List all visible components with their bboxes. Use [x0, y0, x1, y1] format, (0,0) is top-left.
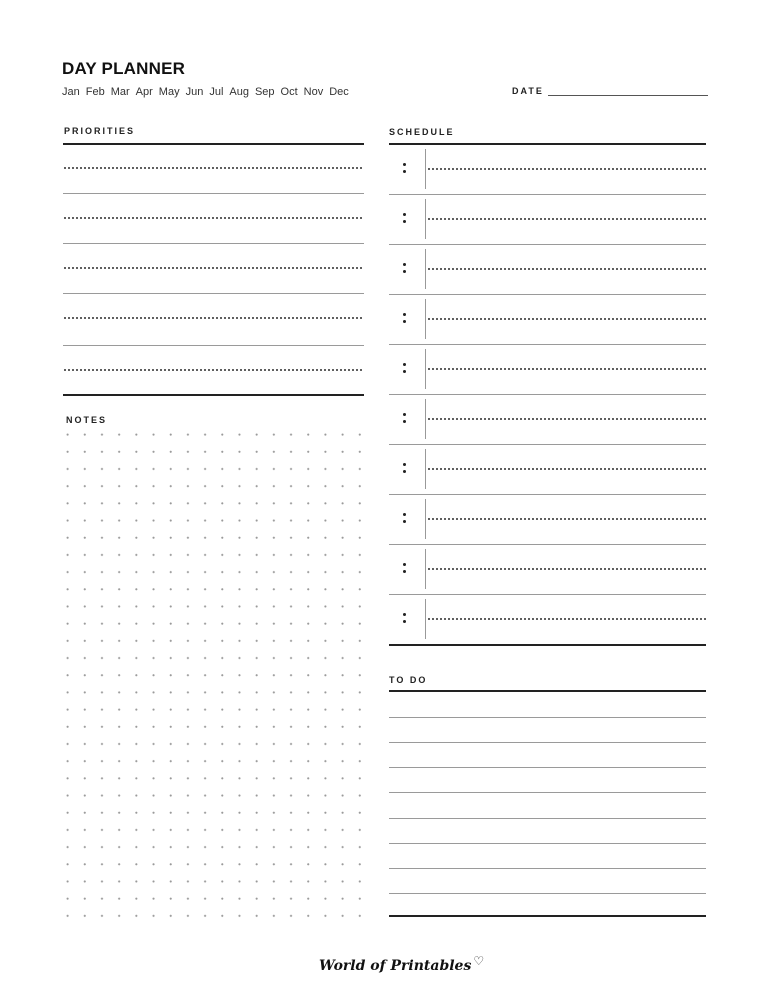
month-jul[interactable]: Jul: [209, 86, 224, 98]
date-field[interactable]: [512, 86, 708, 96]
schedule-entry-line[interactable]: [427, 218, 706, 220]
todo-line[interactable]: [389, 767, 706, 768]
month-jan[interactable]: Jan: [62, 86, 80, 98]
priority-line[interactable]: [63, 317, 364, 319]
schedule-divider: [389, 444, 706, 445]
month-may[interactable]: May: [158, 86, 180, 98]
schedule-divider: [389, 494, 706, 495]
time-colon-icon[interactable]: [403, 563, 407, 573]
month-dec[interactable]: Dec: [329, 86, 349, 98]
todo-line[interactable]: [389, 742, 706, 743]
month-mar[interactable]: Mar: [110, 86, 130, 98]
schedule-entry-line[interactable]: [427, 468, 706, 470]
month-apr[interactable]: Apr: [135, 86, 153, 98]
schedule-divider: [389, 194, 706, 195]
brand-name: World of Printables: [319, 958, 472, 974]
schedule-time-divider: [425, 449, 426, 489]
month-selector: [62, 86, 355, 98]
schedule-entry-line[interactable]: [427, 368, 706, 370]
schedule-entry-line[interactable]: [427, 268, 706, 270]
priorities-heading: PRIORITIES: [64, 126, 136, 136]
todo-line[interactable]: [389, 893, 706, 894]
schedule-time-divider: [425, 549, 426, 589]
time-colon-icon[interactable]: [403, 613, 407, 623]
schedule-time-divider: [425, 599, 426, 639]
todo-bottom-rule: [389, 915, 706, 917]
schedule-heading: SCHEDULE: [389, 127, 455, 137]
month-sep[interactable]: Sep: [254, 86, 275, 98]
schedule-bottom-rule: [389, 644, 706, 646]
todo-line[interactable]: [389, 843, 706, 844]
schedule-divider: [389, 544, 706, 545]
schedule-entry-line[interactable]: [427, 168, 706, 170]
todo-heading: TO DO: [389, 675, 428, 685]
schedule-time-divider: [425, 149, 426, 189]
schedule-divider: [389, 344, 706, 345]
month-feb[interactable]: Feb: [85, 86, 105, 98]
todo-line[interactable]: [389, 717, 706, 718]
todo-line[interactable]: [389, 818, 706, 819]
time-colon-icon[interactable]: [403, 363, 407, 373]
schedule-time-divider: [425, 399, 426, 439]
date-input-line[interactable]: [548, 88, 708, 96]
priority-line[interactable]: [63, 369, 364, 371]
time-colon-icon[interactable]: [403, 313, 407, 323]
priority-line[interactable]: [63, 167, 364, 169]
month-aug[interactable]: Aug: [229, 86, 249, 98]
schedule-divider: [389, 594, 706, 595]
schedule-time-divider: [425, 349, 426, 389]
notes-dot-grid[interactable]: [66, 433, 362, 919]
time-colon-icon[interactable]: [403, 163, 407, 173]
schedule-time-divider: [425, 499, 426, 539]
schedule-time-divider: [425, 199, 426, 239]
time-colon-icon[interactable]: [403, 213, 407, 223]
todo-line[interactable]: [389, 868, 706, 869]
page-title: DAY PLANNER: [62, 59, 186, 78]
priority-divider: [63, 243, 364, 244]
schedule-top-rule: [389, 143, 706, 145]
month-nov[interactable]: Nov: [303, 86, 324, 98]
time-colon-icon[interactable]: [403, 463, 407, 473]
priority-divider: [63, 293, 364, 294]
time-colon-icon[interactable]: [403, 413, 407, 423]
schedule-time-divider: [425, 249, 426, 289]
schedule-entry-line[interactable]: [427, 618, 706, 620]
date-label: DATE: [512, 86, 544, 96]
priority-line[interactable]: [63, 217, 364, 219]
todo-line[interactable]: [389, 792, 706, 793]
priority-divider: [63, 345, 364, 346]
priority-line[interactable]: [63, 267, 364, 269]
notes-heading: NOTES: [66, 415, 108, 425]
schedule-divider: [389, 244, 706, 245]
schedule-entry-line[interactable]: [427, 318, 706, 320]
time-colon-icon[interactable]: [403, 263, 407, 273]
month-jun[interactable]: Jun: [185, 86, 204, 98]
todo-top-rule: [389, 690, 706, 692]
month-oct[interactable]: Oct: [280, 86, 298, 98]
priority-divider: [63, 193, 364, 194]
schedule-divider: [389, 394, 706, 395]
schedule-time-divider: [425, 299, 426, 339]
brand-logo: [319, 954, 485, 974]
schedule-entry-line[interactable]: [427, 418, 706, 420]
priorities-top-rule: [63, 143, 364, 145]
heart-icon: ♡: [473, 954, 485, 968]
schedule-divider: [389, 294, 706, 295]
priorities-bottom-rule: [63, 394, 364, 396]
schedule-entry-line[interactable]: [427, 518, 706, 520]
schedule-entry-line[interactable]: [427, 568, 706, 570]
time-colon-icon[interactable]: [403, 513, 407, 523]
